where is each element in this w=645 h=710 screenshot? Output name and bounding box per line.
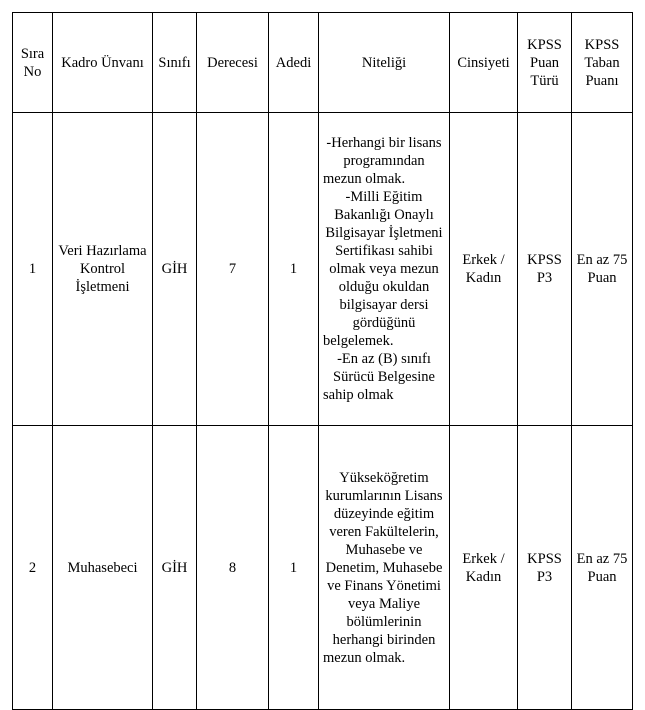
niteligi-line: Yükseköğretim kurumlarının Lisans düzeyinde eğitim veren Fakültelerin, Muhasebe ve Denetim, Muhasebe ve Finans Yönetimi veya Maliye bölümlerinin herhangi birinden mezun olmak. <box>323 469 443 666</box>
niteligi-line: -En az (B) sınıfı Sürücü Belgesine sahip olmak <box>323 351 435 403</box>
niteligi-line: -Herhangi bir lisans programından mezun olmak. <box>323 135 442 187</box>
cell-kpss-puan-turu: KPSS P3 <box>518 113 572 426</box>
cell-sira-no: 2 <box>13 426 53 710</box>
cell-kpss-taban-puani: En az 75 Puan <box>572 113 633 426</box>
header-kpss-taban-puani: KPSS Taban Puanı <box>572 13 633 113</box>
cell-sinifi: GİH <box>153 426 197 710</box>
kadro-table <box>12 12 633 710</box>
header-sira-no: Sıra No <box>13 13 53 113</box>
table-row <box>13 426 633 710</box>
cell-niteligi <box>319 426 450 710</box>
niteligi-line: -Milli Eğitim Bakanlığı Onaylı Bilgisayar İşletmeni Sertifikası sahibi olmak veya mezun olduğu okuldan bilgisayar dersi gördüğünü belgelemek. <box>323 189 443 349</box>
cell-sira-no: 1 <box>13 113 53 426</box>
header-row <box>13 13 633 113</box>
cell-adedi: 1 <box>269 113 319 426</box>
cell-niteligi <box>319 113 450 426</box>
header-kpss-puan-turu: KPSS Puan Türü <box>518 13 572 113</box>
cell-kadro-unvani: Veri Hazırlama Kontrol İşletmeni <box>53 113 153 426</box>
header-kadro-unvani: Kadro Ünvanı <box>53 13 153 113</box>
cell-cinsiyeti: Erkek / Kadın <box>450 426 518 710</box>
cell-derecesi: 7 <box>197 113 269 426</box>
cell-derecesi: 8 <box>197 426 269 710</box>
cell-kpss-taban-puani: En az 75 Puan <box>572 426 633 710</box>
cell-kadro-unvani: Muhasebeci <box>53 426 153 710</box>
header-niteligi: Niteliği <box>319 13 450 113</box>
header-derecesi: Derecesi <box>197 13 269 113</box>
cell-cinsiyeti: Erkek / Kadın <box>450 113 518 426</box>
cell-adedi: 1 <box>269 426 319 710</box>
cell-kpss-puan-turu: KPSS P3 <box>518 426 572 710</box>
header-adedi: Adedi <box>269 13 319 113</box>
header-cinsiyeti: Cinsiyeti <box>450 13 518 113</box>
cell-sinifi: GİH <box>153 113 197 426</box>
table-row <box>13 113 633 426</box>
header-sinifi: Sınıfı <box>153 13 197 113</box>
